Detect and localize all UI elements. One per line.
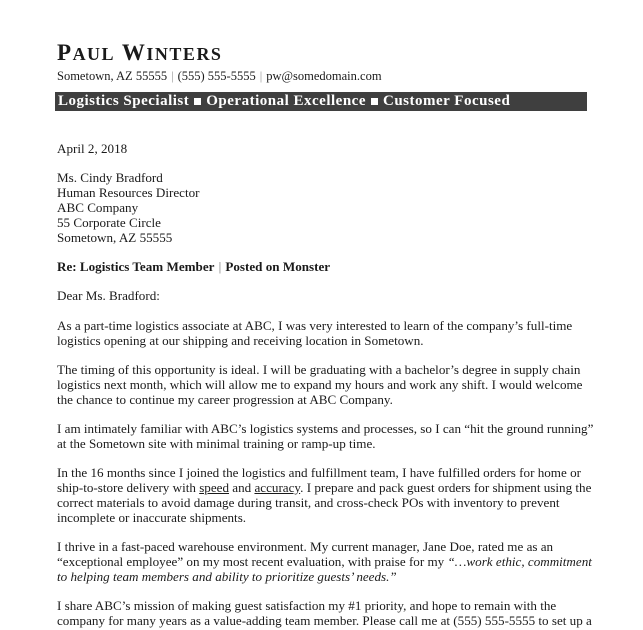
recipient-title: Human Resources Director xyxy=(57,185,200,200)
banner-item: Customer Focused xyxy=(382,93,511,109)
recipient-street: 55 Corporate Circle xyxy=(57,215,161,230)
applicant-name: PAUL WINTERS xyxy=(57,40,223,65)
paragraph-line: the chance to continue my career progression at ABC Company. xyxy=(57,392,393,407)
subject-line: Re: Logistics Team Member | Posted on Monster xyxy=(57,259,331,274)
paragraph-line: incomplete or inaccurate shipments. xyxy=(57,510,247,525)
underlined-word: accuracy xyxy=(254,480,301,495)
paragraph-line: logistics opening at our shipping and receiving location in Sometown. xyxy=(57,333,424,348)
contact-email: pw@somedomain.com xyxy=(266,69,382,83)
quote-text: “…work ethic, commitment xyxy=(447,554,592,569)
paragraph-line: The timing of this opportunity is ideal. I will be graduating with a bachelor’s degree in supply chain xyxy=(57,362,581,377)
letter-date: April 2, 2018 xyxy=(57,141,128,156)
separator: | xyxy=(171,69,174,83)
banner-item: Logistics Specialist xyxy=(58,93,190,109)
paragraph-line: logistics next month, which will allow me to expand my hours and work any shift. I would welcome xyxy=(57,377,583,392)
paragraph-line: In the 16 months since I joined the logistics and fulfillment team, I have fulfilled orders for home or xyxy=(57,465,581,480)
recipient-company: ABC Company xyxy=(57,200,139,215)
paragraph-line: company for many years as a value-adding team member. Please call me at (555) 555-5555 to set up a xyxy=(57,613,592,628)
contact-line xyxy=(57,69,382,84)
quote-text: to helping team members and ability to prioritize guests’ needs.” xyxy=(57,569,397,584)
recipient-name: Ms. Cindy Bradford xyxy=(57,170,163,185)
underlined-word: speed xyxy=(199,480,230,495)
paragraph-line: I share ABC’s mission of making guest satisfaction my #1 priority, and hope to remain with the xyxy=(57,598,557,613)
skills-banner xyxy=(55,92,587,111)
contact-phone: (555) 555-5555 xyxy=(177,69,256,83)
paragraph-line: ship-to-store delivery with speed and accuracy. I prepare and pack guest orders for shipment using the xyxy=(57,480,592,495)
banner-item: Operational Excellence xyxy=(206,93,366,109)
square-bullet-icon xyxy=(371,98,378,105)
paragraph-line: at the Sometown site with minimal training or ramp-up time. xyxy=(57,436,376,451)
paragraph-line: I am intimately familiar with ABC’s logistics systems and processes, so I can “hit the ground running” xyxy=(57,421,594,436)
recipient-city: Sometown, AZ 55555 xyxy=(57,230,173,245)
square-bullet-icon xyxy=(194,98,201,105)
paragraph-line: As a part-time logistics associate at ABC, I was very interested to learn of the company’s full-time xyxy=(57,318,573,333)
separator: | xyxy=(259,69,263,83)
separator: | xyxy=(218,259,222,274)
salutation: Dear Ms. Bradford: xyxy=(57,288,160,303)
paragraph-line: correct materials to avoid damage during transit, and cross-check POs with inventory to prevent xyxy=(57,495,560,510)
contact-city: Sometown, AZ 55555 xyxy=(57,69,168,83)
paragraph-line: I thrive in a fast-paced warehouse environment. My current manager, Jane Doe, rated me as an xyxy=(57,539,554,554)
paragraph-line: “exceptional employee” on my most recent evaluation, with praise for my “…work ethic, commitment xyxy=(57,554,592,569)
